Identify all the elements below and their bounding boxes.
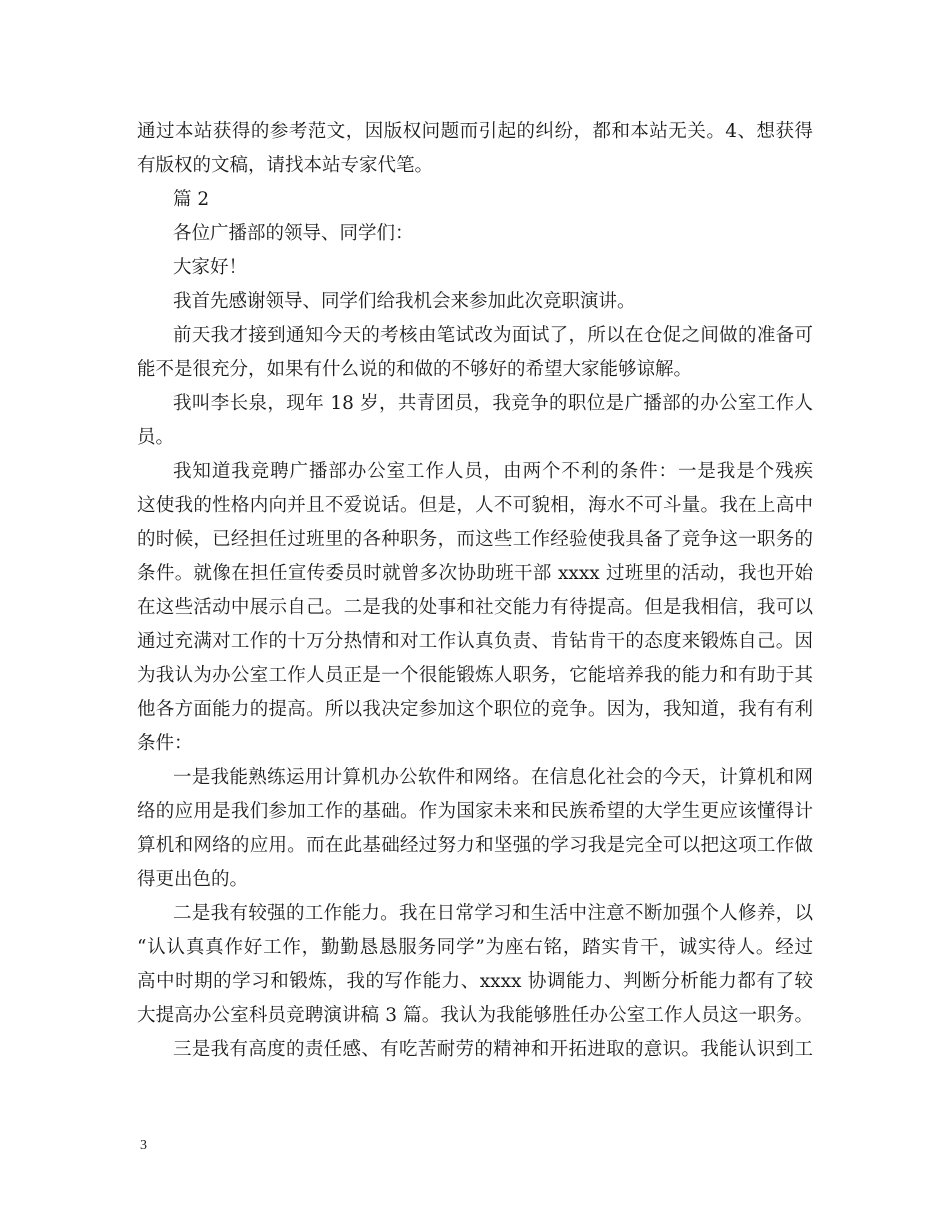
text-line: 络的应用是我们参加工作的基础。作为国家未来和民族希望的大学生更应该懂得计 xyxy=(137,801,813,822)
text-line: 一是我能熟练运用计算机办公软件和网络。在信息化社会的今天，计算机和网 xyxy=(173,767,813,788)
text-line: 他各方面能力的提高。所以我决定参加这个职位的竞争。因为，我知道，我有有利 xyxy=(137,699,813,720)
text-line: 三是我有高度的责任感、有吃苦耐劳的精神和开拓进取的意识。我能认识到工 xyxy=(173,1039,813,1060)
document-body xyxy=(137,115,813,1067)
text-line: 能不是很充分，如果有什么说的和做的不够好的希望大家能够谅解。 xyxy=(137,359,693,380)
text-line: 通过本站获得的参考范文，因版权问题而引起的纠纷，都和本站无关。4、想获得 xyxy=(137,121,813,142)
text-line: 二是我有较强的工作能力。我在日常学习和生活中注意不断加强个人修养，以 xyxy=(173,903,813,924)
text-line: 前天我才接到通知今天的考核由笔试改为面试了，所以在仓促之间做的准备可 xyxy=(173,325,813,346)
text-line: 大提高办公室科员竞聘演讲稿 3 篇。我认为我能够胜任办公室工作人员这一职务。 xyxy=(137,1005,813,1026)
text-line: 员。 xyxy=(137,427,175,448)
text-line: 有版权的文稿，请找本站专家代笔。 xyxy=(137,155,434,176)
text-line: 算机和网络的应用。而在此基础经过努力和坚强的学习我是完全可以把这项工作做 xyxy=(137,835,813,856)
text-line: 通过充满对工作的十万分热情和对工作认真负责、肯钻肯干的态度来锻炼自己。因 xyxy=(137,631,813,652)
text-line: 在这些活动中展示自己。二是我的处事和社交能力有待提高。但是我相信，我可以 xyxy=(137,597,813,618)
text-line: 我叫李长泉，现年 18 岁，共青团员，我竞争的职位是广播部的办公室工作人 xyxy=(173,393,813,414)
text-line: 为我认为办公室工作人员正是一个很能锻炼人职务，它能培养我的能力和有助于其 xyxy=(137,665,813,686)
text-line: 高中时期的学习和锻炼，我的写作能力、xxxx 协调能力、判断分析能力都有了较 xyxy=(137,971,813,992)
text-line: 大家好！ xyxy=(173,257,248,278)
page-number: 3 xyxy=(140,1138,147,1153)
text-line: 条件。就像在担任宣传委员时就曾多次协助班干部 xxxx 过班里的活动，我也开始 xyxy=(137,563,813,584)
text-line: 条件： xyxy=(137,733,193,754)
text-line: 这使我的性格内向并且不爱说话。但是，人不可貌相，海水不可斗量。我在上高中 xyxy=(137,495,813,516)
text-line: 得更出色的。 xyxy=(137,869,249,890)
text-line: “认认真真作好工作，勤勤恳恳服务同学”为座右铭，踏实肯干，诚实待人。经过 xyxy=(137,937,813,958)
text-line: 我知道我竞聘广播部办公室工作人员，由两个不利的条件：一是我是个残疾 xyxy=(173,461,813,482)
text-line: 各位广播部的领导、同学们： xyxy=(173,223,414,244)
text-line: 篇 2 xyxy=(173,189,210,210)
text-line: 的时候，已经担任过班里的各种职务，而这些工作经验使我具备了竞争这一职务的 xyxy=(137,529,813,550)
text-line: 我首先感谢领导、同学们给我机会来参加此次竞职演讲。 xyxy=(173,291,636,312)
